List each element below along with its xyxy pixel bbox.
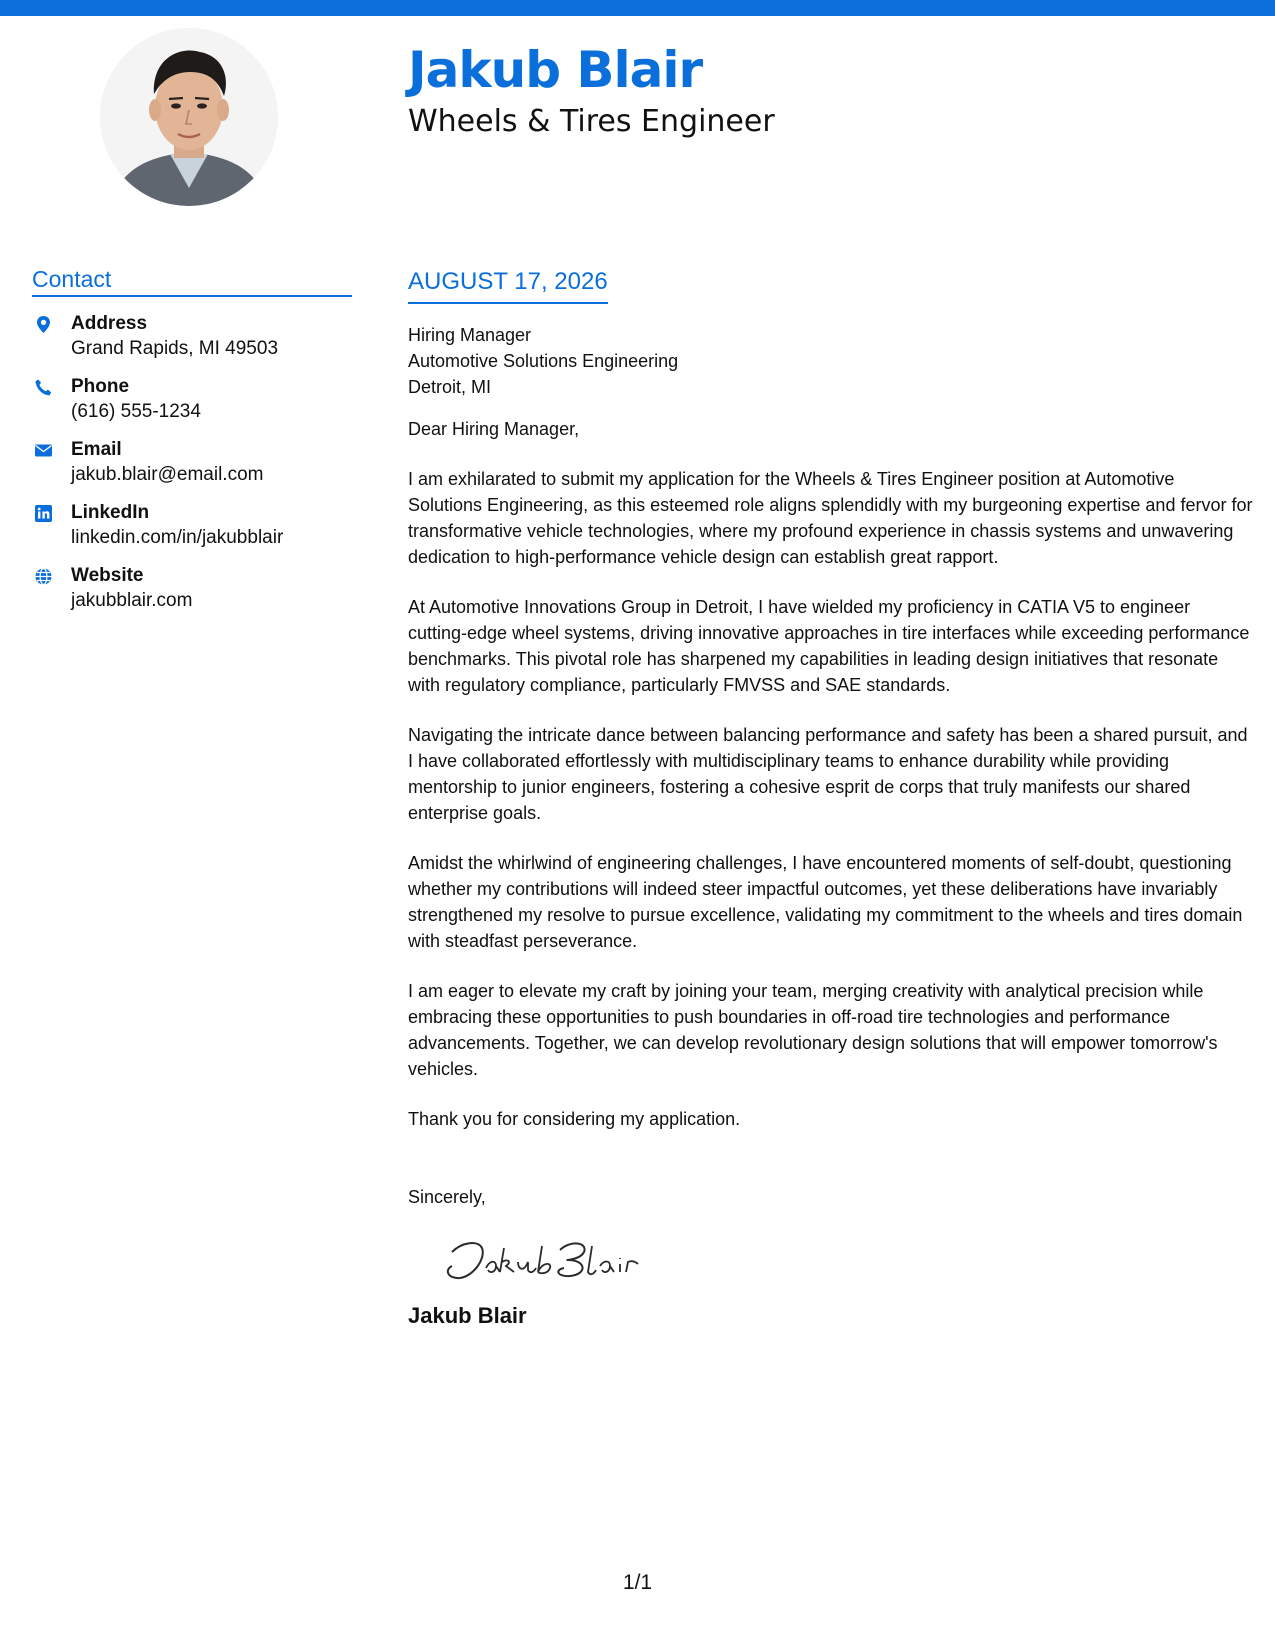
globe-icon — [34, 567, 53, 586]
letter-paragraph: Thank you for considering my application. — [408, 1109, 741, 1129]
contact-item-website — [32, 563, 352, 613]
letter-date: AUGUST 17, 2026 — [408, 266, 608, 304]
page-number: 1/1 — [622, 1571, 653, 1594]
contact-item-address — [32, 311, 352, 361]
profile-photo — [100, 28, 278, 206]
website-value[interactable]: jakubblair.com — [71, 590, 193, 611]
recipient-block — [408, 322, 1253, 400]
letter-paragraph: At Automotive Innovations Group in Detroit, I have wielded my proficiency in CATIA V5 to engineer cutting-edge wheel systems, driving innovative approaches in tire interfaces while exceeding performance benchmarks. This pivotal role has sharpened my capabilities in leading design initiatives that resonate with regulatory compliance, particularly FMVSS and SAE standards. — [408, 597, 1250, 695]
job-title: Wheels & Tires Engineer — [408, 104, 775, 139]
contact-heading: Contact — [32, 264, 352, 297]
contact-label: Website — [71, 565, 144, 586]
letter-paragraph: Amidst the whirlwind of engineering challenges, I have encountered moments of self-doubt, questioning whether my contributions will indeed steer impactful outcomes, yet these deliberations have invariably strengthened my resolve to pursue excellence, validating my commitment to the wheels and tires domain with steadfast perseverance. — [408, 853, 1243, 951]
handwritten-signature — [438, 1232, 648, 1288]
signed-name: Jakub Blair — [408, 1303, 527, 1328]
contact-label: LinkedIn — [71, 502, 150, 523]
top-accent-bar — [0, 0, 1275, 16]
contact-item-email — [32, 437, 352, 487]
contact-label: Address — [71, 313, 148, 334]
closing: Sincerely, — [408, 1187, 486, 1207]
envelope-icon — [34, 441, 53, 460]
contact-item-phone — [32, 374, 352, 424]
linkedin-value[interactable]: linkedin.com/in/jakubblair — [71, 527, 284, 548]
applicant-name: Jakub Blair — [408, 41, 703, 99]
letter-paragraph: I am eager to elevate my craft by joining your team, merging creativity with analytical precision while embracing these opportunities to push boundaries in off-road tire technologies and performance advancements. Together, we can develop revolutionary design solutions that will empower tomorrow's vehicles. — [408, 981, 1218, 1079]
phone-value: (616) 555-1234 — [71, 401, 201, 422]
phone-icon — [34, 378, 53, 397]
letter-body — [408, 266, 1253, 1330]
recipient-line: Detroit, MI — [408, 377, 492, 397]
contact-sidebar — [32, 264, 352, 626]
greeting: Dear Hiring Manager, — [408, 419, 580, 439]
contact-item-linkedin — [32, 500, 352, 550]
recipient-line: Hiring Manager — [408, 325, 532, 345]
contact-label: Phone — [71, 376, 130, 397]
address-value: Grand Rapids, MI 49503 — [71, 338, 279, 359]
letter-paragraph: I am exhilarated to submit my application for the Wheels & Tires Engineer position at Automotive Solutions Engineering, as this esteemed role aligns splendidly with my burgeoning expertise and fervor for transformative vehicle technologies, where my profound experience in chassis systems and unwavering dedication to high-performance vehicle design can establish great rapport. — [408, 469, 1253, 567]
letter-paragraph: Navigating the intricate dance between balancing performance and safety has been a shared pursuit, and I have collaborated effortlessly with multidisciplinary teams to enhance durability while providing mentorship to junior engineers, fostering a cohesive esprit de corps that truly manifests our shared enterprise goals. — [408, 725, 1248, 823]
contact-label: Email — [71, 439, 122, 460]
recipient-line: Automotive Solutions Engineering — [408, 351, 679, 371]
email-value[interactable]: jakub.blair@email.com — [71, 464, 264, 485]
location-pin-icon — [34, 315, 53, 334]
linkedin-icon — [34, 504, 53, 523]
